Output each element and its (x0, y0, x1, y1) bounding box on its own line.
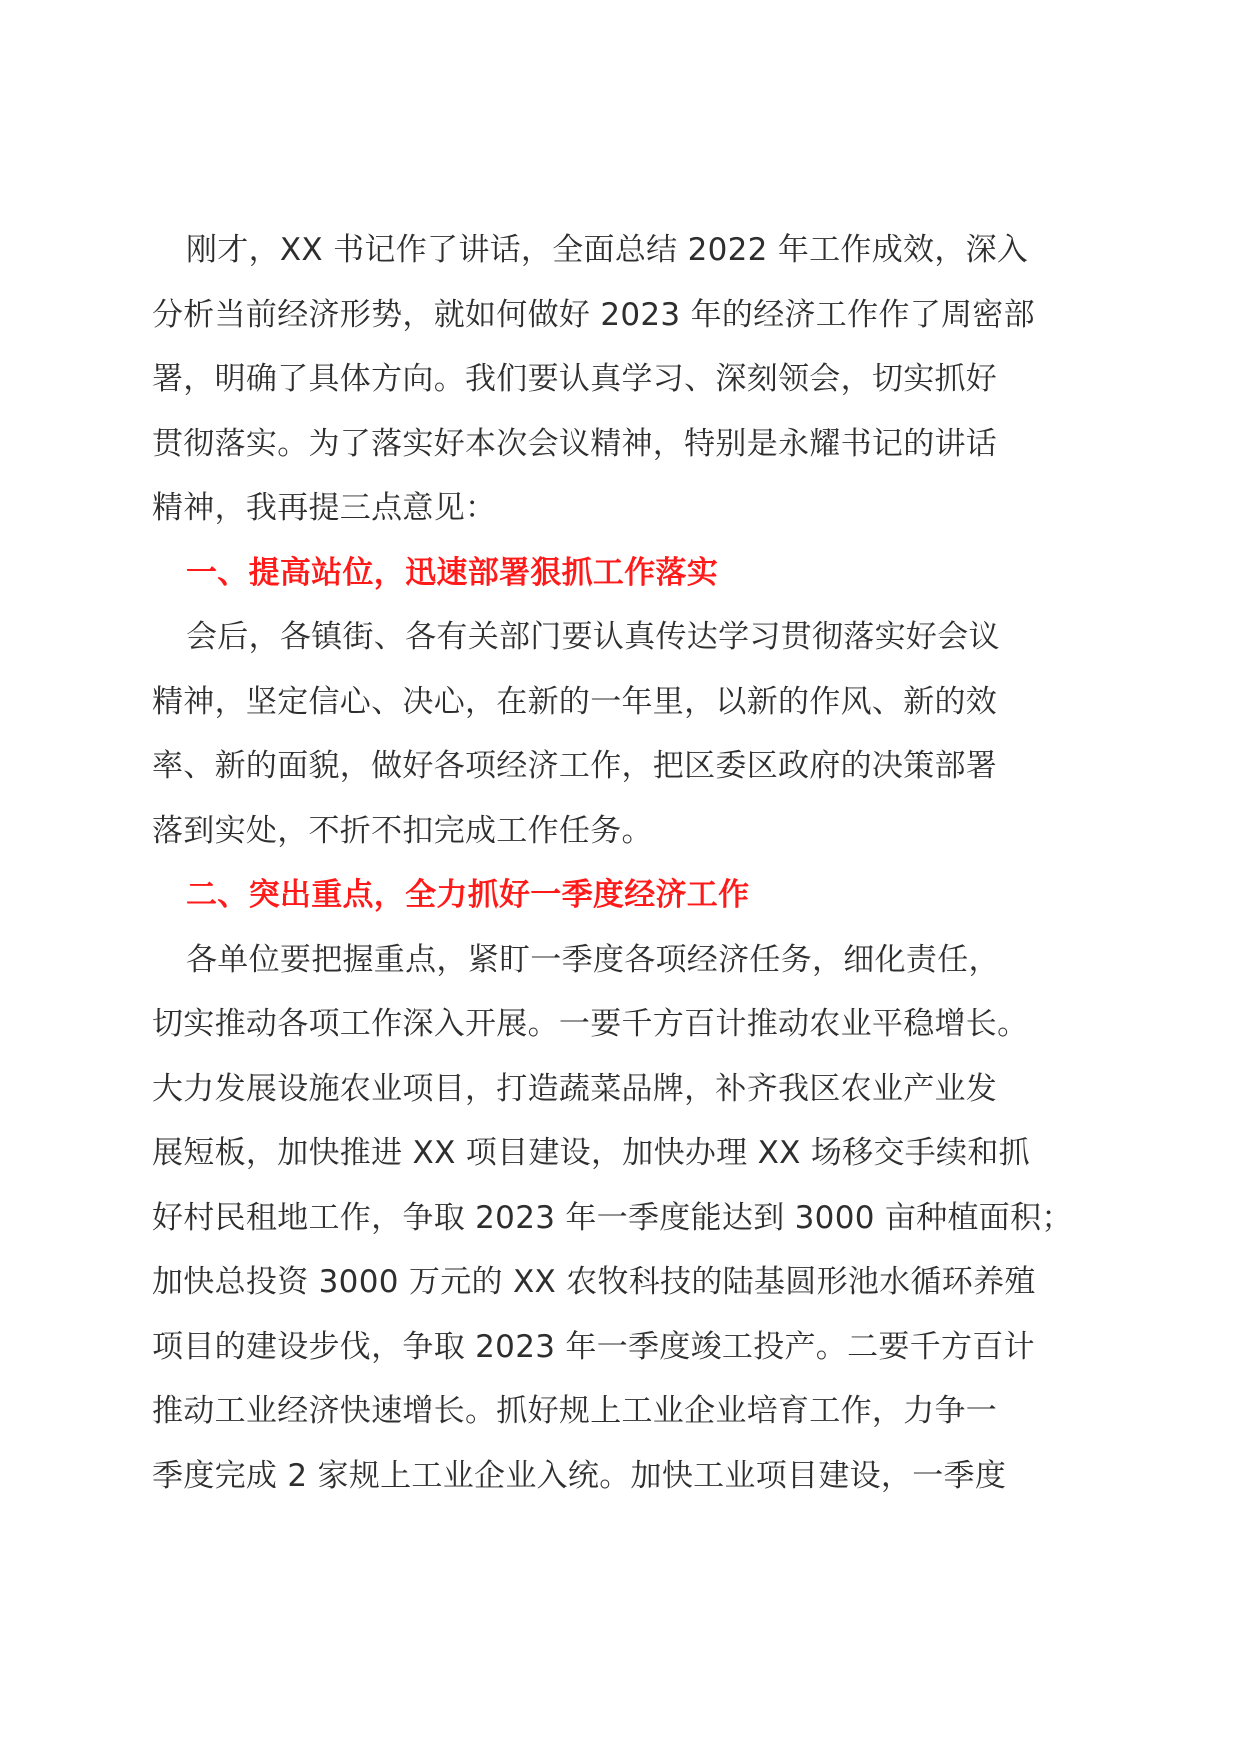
paragraph-3-line-6: 加快总投资 3000 万元的 XX 农牧科技的陆基圆形池水循环养殖 (152, 1264, 1036, 1300)
section-heading-1: 一、提高站位，迅速部署狠抓工作落实 (186, 554, 719, 591)
section-heading-2: 二、突出重点，全力抓好一季度经济工作 (186, 877, 750, 913)
paragraph-3-line-7: 项目的建设步伐，争取 2023 年一季度竣工投产。二要千方百计 (152, 1328, 1035, 1365)
paragraph-3-line-3: 大力发展设施农业项目，打造蔬菜品牌，补齐我区农业产业发 (152, 1070, 998, 1107)
paragraph-1-line-2: 分析当前经济形势，就如何做好 2023 年的经济工作作了周密部 (152, 296, 1035, 333)
paragraph-1-line-4: 贯彻落实。为了落实好本次会议精神，特别是永耀书记的讲话 (152, 425, 998, 462)
paragraph-3-line-2: 切实推动各项工作深入开展。一要千方百计推动农业平稳增长。 (152, 1006, 1029, 1042)
paragraph-2-line-2: 精神，坚定信心、决心，在新的一年里，以新的作风、新的效 (152, 683, 998, 720)
paragraph-3-line-1: 各单位要把握重点，紧盯一季度各项经济任务，细化责任， (186, 941, 1000, 978)
paragraph-3-line-9: 季度完成 2 家规上工业企业入统。加快工业项目建设，一季度 (152, 1457, 1007, 1494)
paragraph-3-line-5: 好村民租地工作，争取 2023 年一季度能达到 3000 亩种植面积； (152, 1199, 1073, 1236)
paragraph-2-line-4: 落到实处，不折不扣完成工作任务。 (152, 812, 653, 849)
paragraph-2-line-1: 会后，各镇街、各有关部门要认真传达学习贯彻落实好会议 (186, 619, 1000, 655)
paragraph-1-line-3: 署，明确了具体方向。我们要认真学习、深刻领会，切实抓好 (152, 361, 998, 397)
paragraph-3-line-8: 推动工业经济快速增长。抓好规上工业企业培育工作，力争一 (152, 1393, 998, 1429)
paragraph-2-line-3: 率、新的面貌，做好各项经济工作，把区委区政府的决策部署 (152, 748, 998, 784)
paragraph-3-line-4: 展短板，加快推进 XX 项目建设，加快办理 XX 场移交手续和抓 (152, 1135, 1030, 1171)
document-body (152, 218, 1092, 1508)
paragraph-1-line-5: 精神，我再提三点意见： (152, 490, 497, 526)
paragraph-1-line-1: 刚才，XX 书记作了讲话，全面总结 2022 年工作成效，深入 (186, 232, 1029, 268)
